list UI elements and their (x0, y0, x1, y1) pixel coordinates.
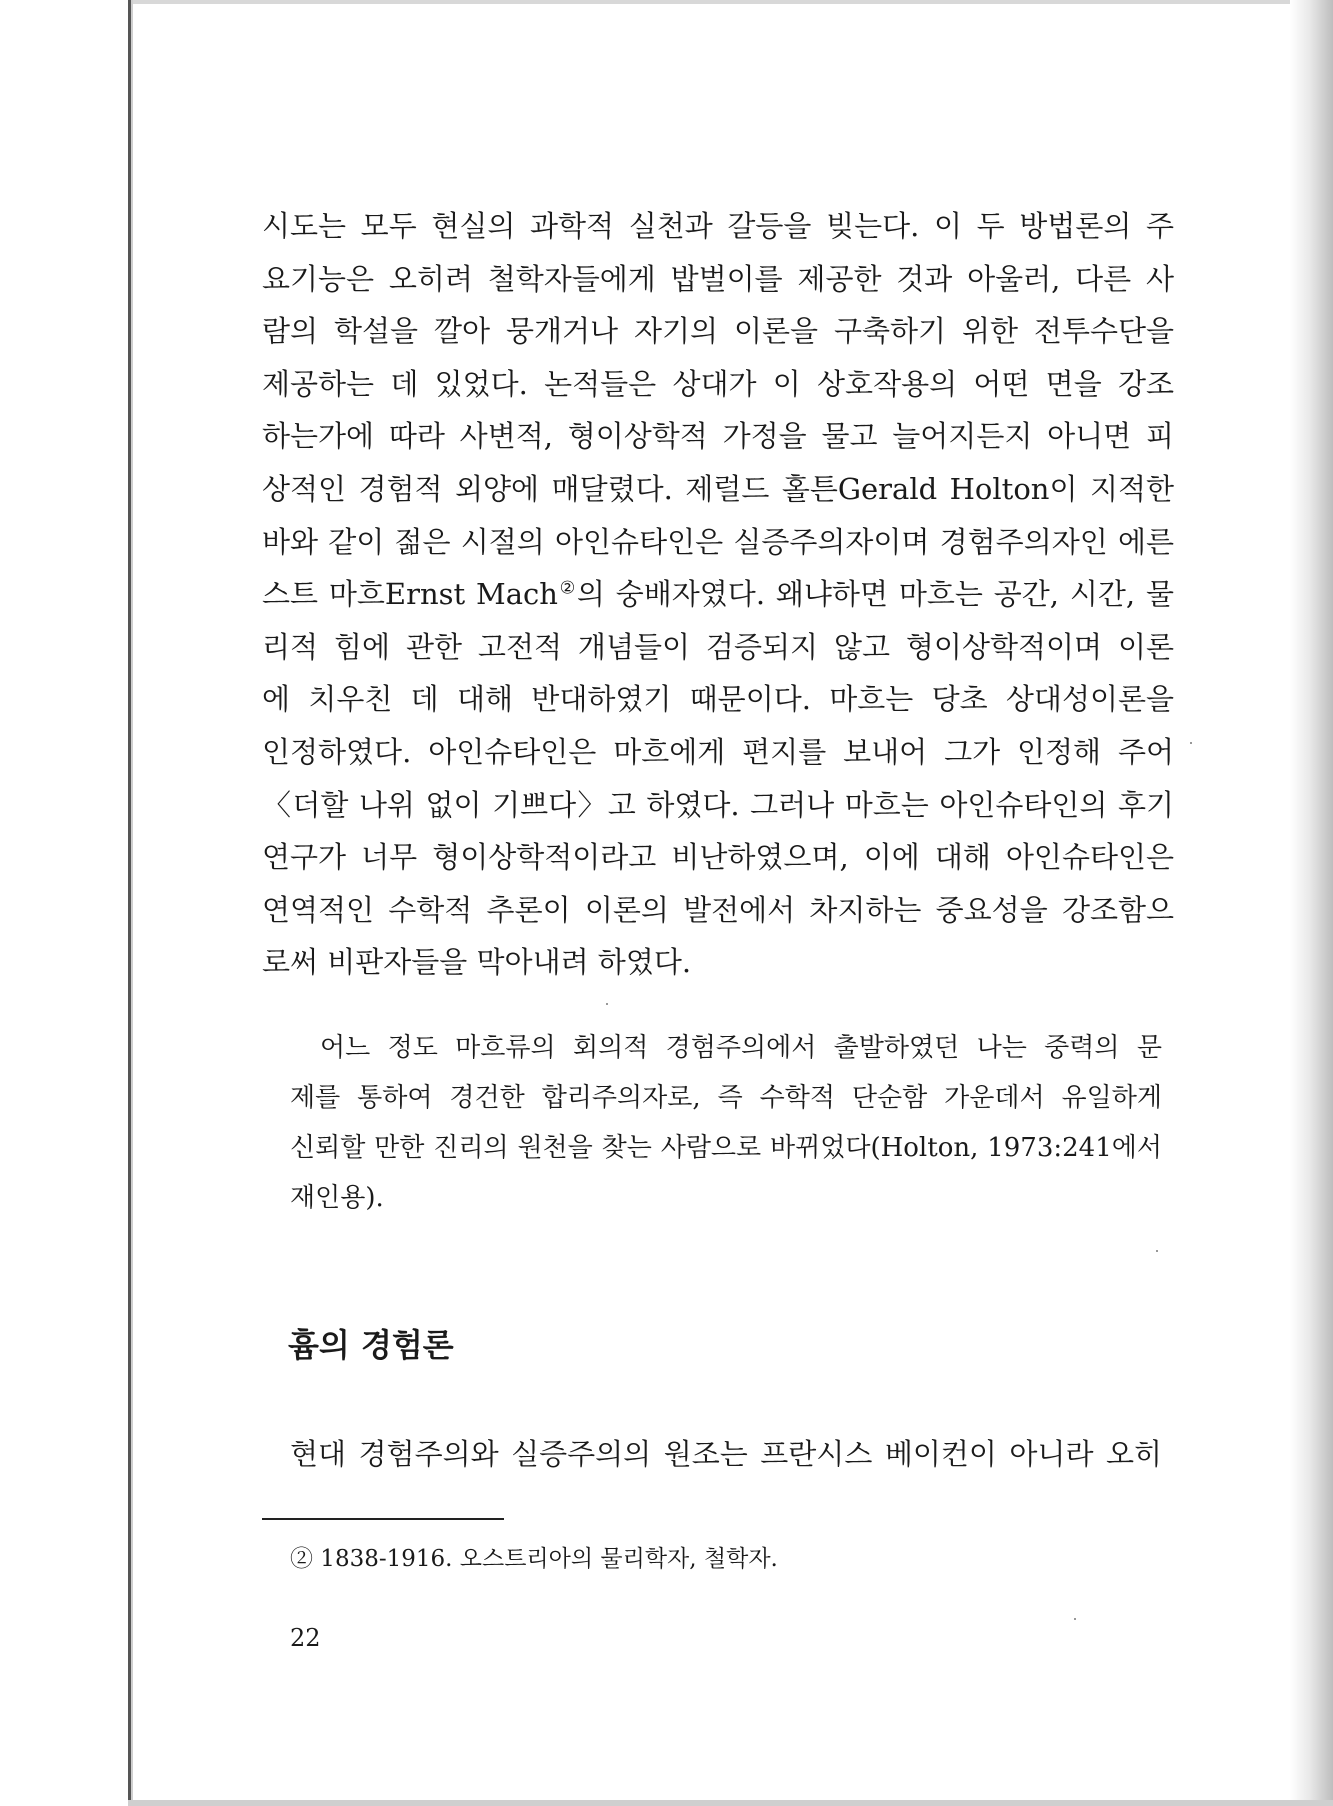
text-line: 리적 힘에 관한 고전적 개념들이 검증되지 않고 형이상학적이며 이론 (262, 629, 1174, 664)
page-spine-shadow (1290, 0, 1333, 1806)
text-line: 인정하였다. 아인슈타인은 마흐에게 편지를 보내어 그가 인정해 주어 (262, 734, 1174, 769)
footnote-reference[interactable]: ② (557, 578, 577, 599)
quote-line: 제를 통하여 경건한 합리주의자로, 즉 수학적 단순함 가운데서 유일하게 (290, 1083, 1162, 1113)
quote-line: 신뢰할 만한 진리의 원천을 찾는 사람으로 바뀌었다(Holton, 1973:241에서 (290, 1133, 1162, 1163)
page-top-edge (128, 0, 1333, 4)
text-line: 시도는 모두 현실의 과학적 실천과 갈등을 빚는다. 이 두 방법론의 주 (262, 209, 1174, 243)
page-left-edge-shade (131, 0, 133, 1806)
body-paragraph (262, 200, 1174, 989)
text-segment: 스트 마흐Ernst Mach (262, 577, 558, 612)
footnote: ② 1838-1916. 오스트리아의 물리학자, 철학자. (290, 1546, 778, 1572)
text-line: 에 치우친 데 대해 반대하였기 때문이다. 마흐는 당초 상대성이론을 (262, 682, 1174, 717)
next-paragraph: 현대 경험주의와 실증주의의 원조는 프란시스 베이컨이 아니라 오히 (290, 1437, 1162, 1471)
text-line: 제공하는 데 있었다. 논적들은 상대가 이 상호작용의 어떤 면을 강조 (262, 366, 1174, 401)
text-line: 상적인 경험적 외양에 매달렸다. 제럴드 홀튼Gerald Holton이 지적한 (262, 471, 1174, 506)
scan-speck (1190, 742, 1192, 744)
scan-speck (606, 1003, 608, 1005)
section-heading: 흄의 경험론 (288, 1326, 454, 1364)
page-bottom-edge (128, 1800, 1333, 1806)
text-line: 연역적인 수학적 추론이 이론의 발전에서 차지하는 중요성을 강조함으 (262, 892, 1174, 927)
quote-line: 어느 정도 마흐류의 회의적 경험주의에서 출발하였던 나는 중력의 문 (320, 1033, 1162, 1063)
text-line: 연구가 너무 형이상학적이라고 비난하였으며, 이에 대해 아인슈타인은 (262, 840, 1174, 875)
scan-speck (1074, 1618, 1076, 1620)
text-line: 하는가에 따라 사변적, 형이상학적 가정을 물고 늘어지든지 아니면 피 (262, 419, 1174, 454)
scan-speck (1156, 1250, 1158, 1252)
paragraph-text (262, 200, 1174, 989)
text-line: 람의 학설을 깔아 뭉개거나 자기의 이론을 구축하기 위한 전투수단을 (262, 314, 1174, 349)
page-number: 22 (290, 1624, 321, 1652)
block-quote (290, 1023, 1162, 1223)
text-line: 요기능은 오히려 철학자들에게 밥벌이를 제공한 것과 아울러, 다른 사 (262, 261, 1174, 296)
text-line-with-footnote (262, 568, 1174, 621)
text-segment: 의 숭배자였다. 왜냐하면 마흐는 공간, 시간, 물 (576, 577, 1174, 612)
footnote-divider (262, 1518, 504, 1520)
quote-line: 재인용). (290, 1183, 384, 1213)
text-line: 로써 비판자들을 막아내려 하였다. (262, 945, 692, 980)
text-line: 바와 같이 젊은 시절의 아인슈타인은 실증주의자이며 경험주의자인 에른 (262, 524, 1174, 559)
text-line: 〈더할 나위 없이 기쁘다〉고 하였다. 그러나 마흐는 아인슈타인의 후기 (262, 787, 1174, 822)
